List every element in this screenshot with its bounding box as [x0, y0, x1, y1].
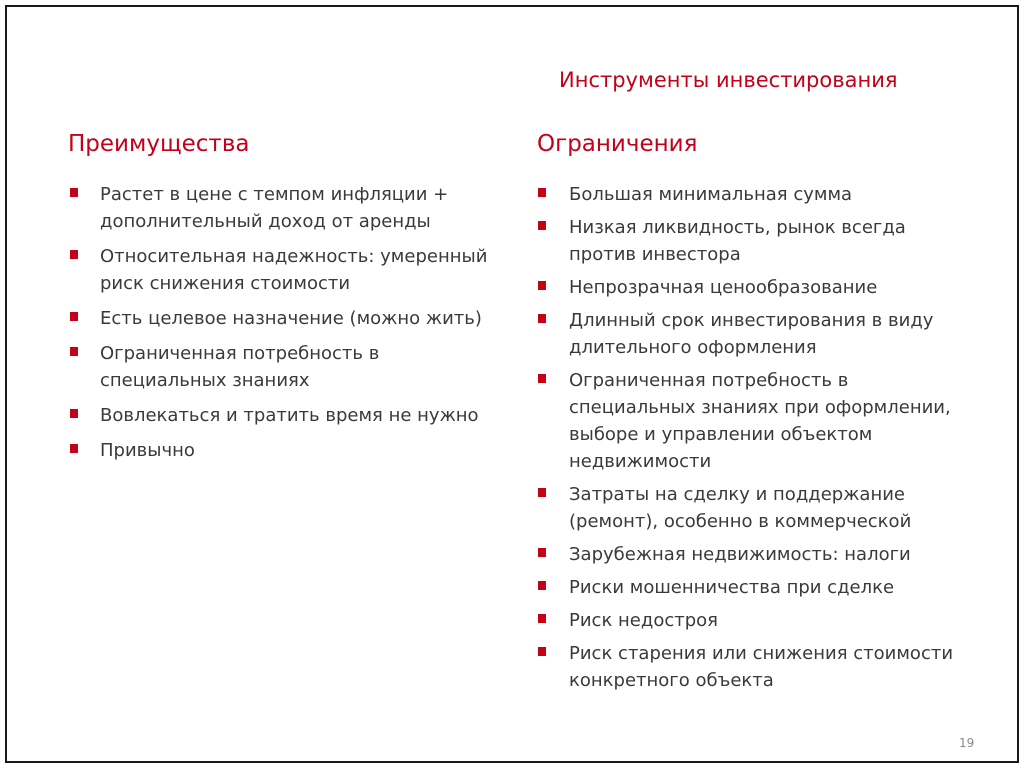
square-bullet-icon [70, 188, 78, 197]
limitation-item [537, 607, 977, 634]
square-bullet-icon [538, 581, 546, 590]
advantage-item [68, 181, 498, 235]
advantages-heading: Преимущества [68, 131, 250, 157]
square-bullet-icon [70, 250, 78, 259]
square-bullet-icon [538, 614, 546, 623]
advantage-item [68, 305, 498, 332]
advantage-item-text: Вовлекаться и тратить время не нужно [100, 405, 479, 426]
square-bullet-icon [538, 548, 546, 557]
square-bullet-icon [538, 374, 546, 383]
square-bullet-icon [538, 221, 546, 230]
limitation-item [537, 640, 977, 694]
limitation-item [537, 307, 977, 361]
square-bullet-icon [538, 314, 546, 323]
limitation-item-text: Риск недостроя [569, 610, 718, 631]
advantage-item-text: Ограниченная потребность в специальных знаниях [100, 343, 380, 391]
advantages-list [68, 181, 498, 464]
advantages-column [68, 131, 498, 472]
page-number: 19 [959, 736, 975, 750]
square-bullet-icon [70, 444, 78, 453]
limitation-item-text: Затраты на сделку и поддержание (ремонт), особенно в коммерческой [569, 484, 912, 532]
limitation-item [537, 367, 977, 475]
limitation-item-text: Риск старения или снижения стоимости конкретного объекта [569, 643, 954, 691]
limitations-list [537, 181, 977, 694]
limitation-item-text: Длинный срок инвестирования в виду длительного оформления [569, 310, 934, 358]
limitation-item-text: Низкая ликвидность, рынок всегда против инвестора [569, 217, 906, 265]
advantage-item [68, 437, 498, 464]
limitation-item-text: Зарубежная недвижимость: налоги [569, 544, 911, 565]
limitations-column [537, 131, 977, 700]
square-bullet-icon [70, 347, 78, 356]
limitation-item [537, 574, 977, 601]
limitation-item-text: Ограниченная потребность в специальных знаниях при оформлении, выборе и управлении объектом недвижимости [569, 370, 951, 472]
limitation-item [537, 214, 977, 268]
square-bullet-icon [70, 312, 78, 321]
square-bullet-icon [538, 647, 546, 656]
limitation-item [537, 481, 977, 535]
square-bullet-icon [538, 188, 546, 197]
square-bullet-icon [538, 281, 546, 290]
slide-title: Инструменты инвестирования [559, 68, 898, 92]
limitation-item [537, 274, 977, 301]
limitation-item-text: Риски мошенничества при сделке [569, 577, 895, 598]
advantage-item [68, 340, 498, 394]
limitation-item [537, 181, 977, 208]
limitation-item-text: Большая минимальная сумма [569, 184, 853, 205]
square-bullet-icon [70, 409, 78, 418]
advantage-item [68, 402, 498, 429]
advantage-item-text: Привычно [100, 440, 195, 461]
limitation-item-text: Непрозрачная ценообразование [569, 277, 878, 298]
advantage-item-text: Растет в цене с темпом инфляции + дополнительный доход от аренды [100, 184, 449, 232]
square-bullet-icon [538, 488, 546, 497]
slide [5, 5, 1019, 763]
limitation-item [537, 541, 977, 568]
advantage-item-text: Относительная надежность: умеренный риск снижения стоимости [100, 246, 488, 294]
limitations-heading: Ограничения [537, 131, 698, 157]
advantage-item [68, 243, 498, 297]
advantage-item-text: Есть целевое назначение (можно жить) [100, 308, 482, 329]
